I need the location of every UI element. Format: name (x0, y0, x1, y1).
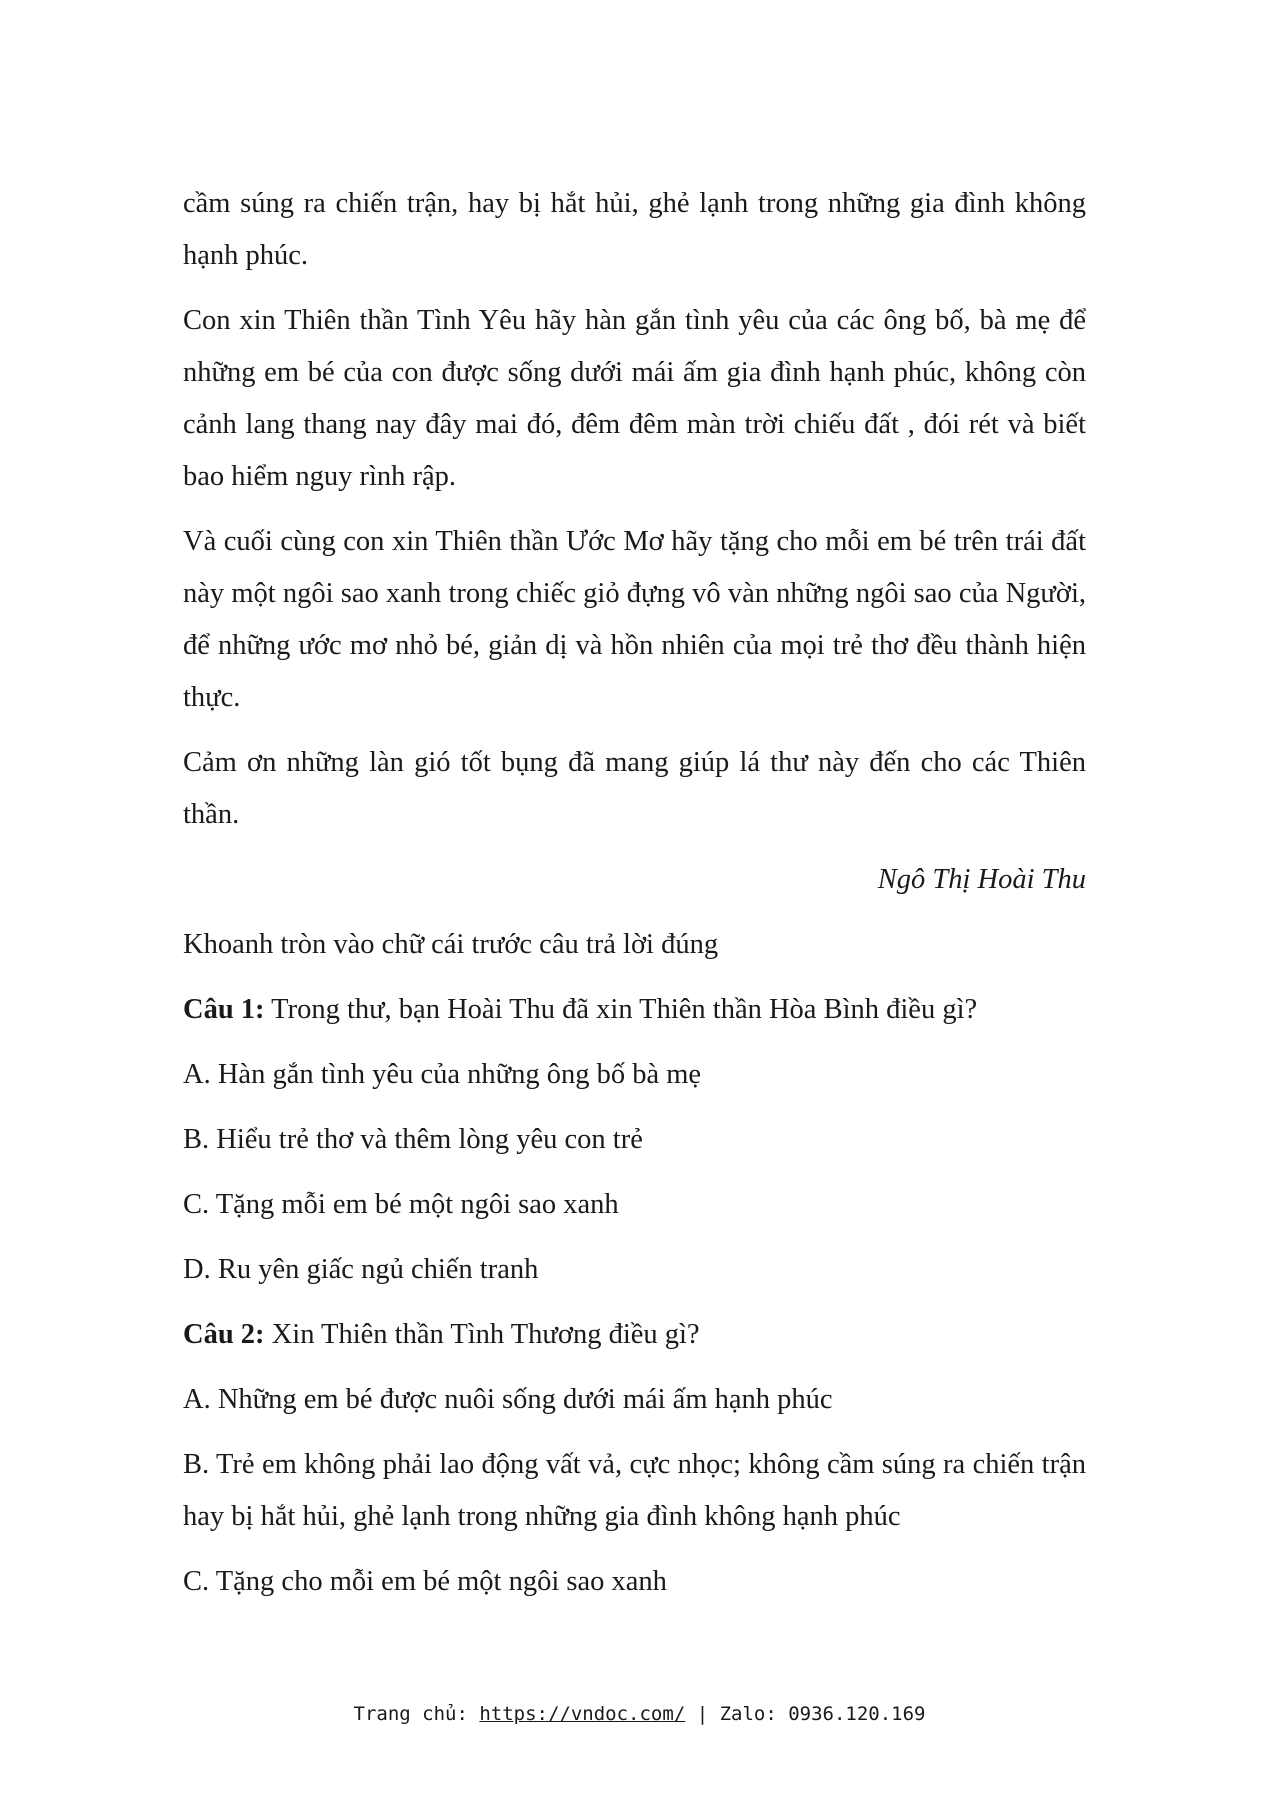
answer-option: B. Trẻ em không phải lao động vất vả, cực nhọc; không cầm súng ra chiến trận hay bị hắt hủi, ghẻ lạnh trong những gia đình không hạnh phúc (183, 1449, 1086, 1532)
answer-option: C. Tặng cho mỗi em bé một ngôi sao xanh (183, 1566, 667, 1597)
footer-separator: | (685, 1703, 720, 1725)
question-1 (183, 984, 1086, 1036)
answer-option: A. Những em bé được nuôi sống dưới mái ấm hạnh phúc (183, 1384, 833, 1415)
instruction: Khoanh tròn vào chữ cái trước câu trả lời đúng (183, 929, 719, 960)
body-paragraph: Cảm ơn những làn gió tốt bụng đã mang giúp lá thư này đến cho các Thiên thần. (183, 747, 1086, 830)
homepage-link[interactable]: https://vndoc.com/ (479, 1703, 686, 1725)
author-signature: Ngô Thị Hoài Thu (877, 864, 1086, 895)
answer-option: D. Ru yên giấc ngủ chiến tranh (183, 1254, 539, 1285)
document-page (183, 178, 1086, 1621)
question-text: Trong thư, bạn Hoài Thu đã xin Thiên thần Hòa Bình điều gì? (264, 994, 978, 1025)
footer-prefix: Trang chủ: (353, 1703, 480, 1725)
question-label: Câu 1: (183, 994, 265, 1025)
answer-option: C. Tặng mỗi em bé một ngôi sao xanh (183, 1189, 619, 1220)
body-paragraph: Con xin Thiên thần Tình Yêu hãy hàn gắn tình yêu của các ông bố, bà mẹ để những em bé của con được sống dưới mái ấm gia đình hạnh phúc, không còn cảnh lang thang nay đây mai đó, đêm đêm màn trời chiếu đất , đói rét và biết bao hiểm nguy rình rập. (183, 305, 1086, 492)
answer-option: A. Hàn gắn tình yêu của những ông bố bà mẹ (183, 1059, 702, 1090)
question-2 (183, 1309, 1086, 1361)
footer-zalo: Zalo: 0936.120.169 (719, 1703, 926, 1725)
page-footer (0, 1703, 1279, 1725)
answer-option: B. Hiểu trẻ thơ và thêm lòng yêu con trẻ (183, 1124, 643, 1155)
question-label: Câu 2: (183, 1319, 265, 1350)
question-text: Xin Thiên thần Tình Thương điều gì? (264, 1319, 700, 1350)
body-paragraph: Và cuối cùng con xin Thiên thần Ước Mơ hãy tặng cho mỗi em bé trên trái đất này một ngôi sao xanh trong chiếc giỏ đựng vô vàn những ngôi sao của Người, để những ước mơ nhỏ bé, giản dị và hồn nhiên của mọi trẻ thơ đều thành hiện thực. (183, 526, 1086, 713)
body-paragraph: cầm súng ra chiến trận, hay bị hắt hủi, ghẻ lạnh trong những gia đình không hạnh phúc. (183, 188, 1086, 271)
